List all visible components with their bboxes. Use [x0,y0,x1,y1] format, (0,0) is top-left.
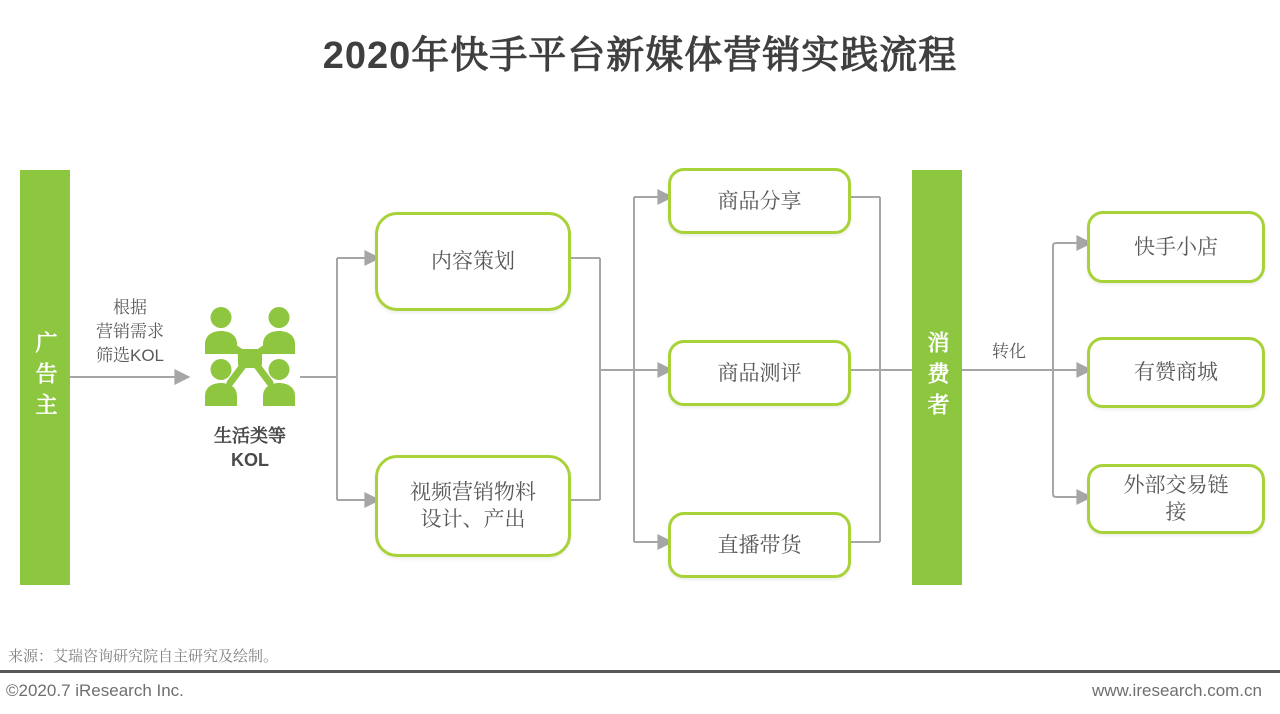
kol-people-network-icon [202,306,298,410]
node-video-material: 视频营销物料 设计、产出 [375,455,571,557]
source-note: 来源：艾瑞咨询研究院自主研究及绘制。 [8,648,279,665]
node-product-review: 商品测评 [668,340,851,406]
node-kuaishou-shop: 快手小店 [1087,211,1265,283]
copyright-text: ©2020.7 iResearch Inc. [6,681,184,700]
node-content-planning: 内容策划 [375,212,571,311]
consumer-bar-label: 消费者 [925,331,950,424]
page-title: 2020年快手平台新媒体营销实践流程 [322,35,958,77]
kol-filter-label: 根据 营销需求 筛选KOL [95,298,165,365]
node-product-share: 商品分享 [668,168,851,234]
consumer-bar [912,170,962,585]
conversion-label: 转化 [992,342,1026,361]
footer-divider [0,670,1280,673]
kol-label: 生活类等 KOL [214,426,286,470]
advertiser-bar-label: 广告主 [33,331,58,424]
advertiser-bar [20,170,70,585]
node-youzan-mall: 有赞商城 [1087,337,1265,408]
node-live-commerce: 直播带货 [668,512,851,578]
website-url: www.iresearch.com.cn [1091,681,1262,700]
node-external-link: 外部交易链 接 [1087,464,1265,534]
